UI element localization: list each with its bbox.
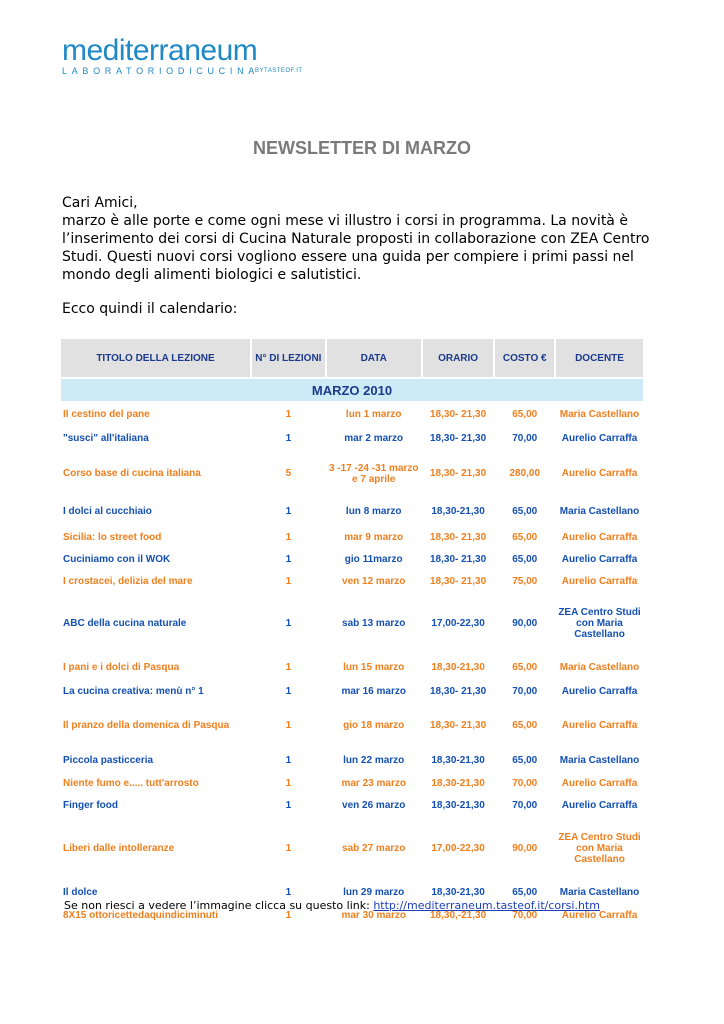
docente-cell: Aurelio Carraffa — [561, 468, 638, 479]
greeting: Cari Amici, — [62, 195, 138, 211]
lezione-cell: "susci" all'italiana — [63, 432, 149, 444]
courses-link[interactable]: http://mediterraneum.tasteof.it/corsi.htm — [373, 899, 600, 912]
month-label: MARZO 2010 — [61, 379, 643, 401]
orario-cell: 18,30- 21,30 — [429, 553, 487, 565]
header-docente: DOCENTE — [556, 339, 643, 377]
costo-cell: 70,00 — [512, 909, 538, 921]
intro-body: marzo è alle porte e come ogni mese vi illustro i corsi in programma. La novità è l’inserimento dei corsi di Cucina Naturale proposti in collaborazione con ZEA Centro Studi. Questi nuovi corsi vogliono essere una guida per compiere i primi passi nel mondo degli alimenti biologici e salutistici. — [62, 213, 650, 283]
orario-cell: 18,30- 21,30 — [429, 408, 487, 420]
costo-cell: 70,00 — [512, 685, 538, 697]
footer-text: Se non riesci a vedere l’immagine clicca su questo link: — [64, 899, 374, 912]
table-row — [61, 427, 643, 449]
num-cell: 1 — [285, 754, 292, 766]
table-row — [61, 593, 643, 653]
table-row — [61, 451, 643, 496]
orario-cell: 18,30-21,30 — [431, 506, 485, 517]
orario-cell: 18,30- 21,30 — [429, 432, 487, 444]
docente-cell: ZEA Centro Studi con Maria Castellano — [558, 606, 641, 640]
costo-cell: 90,00 — [512, 617, 538, 629]
costo-cell: 70,00 — [512, 432, 538, 444]
orario-cell: 17,00-22,30 — [431, 842, 485, 854]
orario-cell: 18,30,-21,30 — [429, 909, 487, 921]
header-costo: COSTO € — [495, 339, 554, 377]
table-row — [61, 655, 643, 679]
data-cell: lun 29 marzo — [343, 886, 405, 898]
costo-cell: 65,00 — [512, 754, 538, 766]
table-row — [61, 498, 643, 525]
lezione-cell: Cuciniamo con il WOK — [63, 553, 171, 565]
data-cell: lun 1 marzo — [345, 408, 402, 420]
orario-cell: 18,30-21,30 — [431, 799, 485, 811]
docente-cell: Aurelio Carraffa — [561, 799, 638, 811]
costo-cell: 90,00 — [512, 842, 538, 854]
header-lezioni: N° DI LEZIONI — [252, 339, 325, 377]
table-row — [61, 549, 643, 569]
data-cell: ven 26 marzo — [342, 799, 406, 811]
costo-cell: 65,00 — [512, 408, 538, 420]
docente-cell: Maria Castellano — [559, 408, 640, 420]
data-cell: lun 8 marzo — [345, 506, 402, 517]
lezione-cell: I dolci al cucchiaio — [63, 506, 152, 517]
lezione-cell: Il dolce — [63, 886, 98, 898]
data-cell: 3 -17 -24 -31 marzo e 7 aprile — [328, 462, 419, 485]
table-row — [61, 773, 643, 793]
course-table — [59, 337, 645, 927]
orario-cell: 18,30- 21,30 — [429, 685, 487, 697]
table-row — [61, 403, 643, 425]
num-cell: 1 — [285, 553, 292, 565]
data-cell: gio 11marzo — [344, 553, 403, 565]
orario-cell: 18,30- 21,30 — [429, 531, 487, 543]
costo-cell: 65,00 — [512, 531, 538, 543]
logo-subtitle-text: LABORATORIODICUCINA — [62, 66, 259, 76]
data-cell: mar 23 marzo — [341, 777, 406, 789]
lezione-cell: I crostacei, delizia del mare — [63, 575, 193, 587]
num-cell: 1 — [285, 575, 292, 587]
data-cell: mar 30 marzo — [341, 909, 406, 921]
table-row — [61, 795, 643, 815]
orario-cell: 18,30- 21,30 — [429, 575, 487, 587]
orario-cell: 18,30- 21,30 — [429, 719, 487, 731]
docente-cell: Aurelio Carraffa — [561, 909, 638, 921]
data-cell: ven 12 marzo — [342, 575, 406, 587]
table-row — [61, 681, 643, 701]
orario-cell: 18,30-21,30 — [431, 777, 485, 789]
logo-name: mediterraneum — [62, 34, 258, 67]
num-cell: 1 — [285, 799, 292, 811]
docente-cell: Aurelio Carraffa — [561, 575, 638, 587]
num-cell: 1 — [285, 506, 292, 517]
footer-note — [64, 899, 600, 912]
table-row — [61, 703, 643, 747]
num-cell: 1 — [285, 909, 292, 921]
lezione-cell: Niente fumo e..... tutt'arrosto — [63, 777, 199, 789]
num-cell: 1 — [285, 886, 292, 898]
data-cell: mar 9 marzo — [344, 531, 404, 543]
costo-cell: 70,00 — [512, 777, 538, 789]
num-cell: 1 — [285, 408, 292, 420]
header-titolo: TITOLO DELLA LEZIONE — [61, 339, 250, 377]
docente-cell: Maria Castellano — [559, 506, 640, 517]
data-cell: sab 27 marzo — [342, 842, 406, 854]
docente-cell: Aurelio Carraffa — [561, 719, 638, 731]
lezione-cell: 8X15 ottoricettedaquindiciminuti — [63, 909, 219, 921]
docente-cell: Aurelio Carraffa — [561, 531, 638, 543]
orario-cell: 17,00-22,30 — [431, 617, 485, 629]
docente-cell: Aurelio Carraffa — [561, 685, 638, 697]
costo-cell: 75,00 — [512, 575, 538, 587]
month-row — [61, 379, 643, 401]
docente-cell: Aurelio Carraffa — [561, 432, 638, 444]
header-data: DATA — [327, 339, 421, 377]
course-calendar — [61, 337, 645, 927]
docente-cell: Aurelio Carraffa — [561, 777, 638, 789]
docente-cell: ZEA Centro Studi con Maria Castellano — [558, 831, 641, 865]
costo-cell: 65,00 — [512, 886, 538, 898]
num-cell: 1 — [285, 777, 292, 789]
orario-cell: 18,30-21,30 — [431, 886, 485, 898]
num-cell: 1 — [285, 531, 292, 543]
calendar-lead: Ecco quindi il calendario: — [62, 301, 238, 317]
data-cell: sab 13 marzo — [342, 617, 406, 629]
table-header-row — [61, 339, 643, 377]
table-row — [61, 527, 643, 547]
lezione-cell: Finger food — [63, 799, 118, 811]
num-cell: 1 — [285, 661, 292, 673]
orario-cell: 18,30-21,30 — [431, 661, 485, 673]
table-row — [61, 817, 643, 879]
costo-cell: 65,00 — [512, 506, 538, 517]
orario-cell: 18,30-21,30 — [431, 754, 485, 766]
num-cell: 5 — [285, 468, 292, 479]
lezione-cell: Piccola pasticceria — [63, 754, 154, 766]
data-cell: gio 18 marzo — [343, 719, 405, 731]
lezione-cell: Corso base di cucina italiana — [63, 468, 201, 479]
header-orario: ORARIO — [423, 339, 494, 377]
lezione-cell: Il cestino del pane — [63, 408, 150, 420]
page-title: NEWSLETTER DI MARZO — [253, 138, 471, 158]
lezione-cell: Sicilia: lo street food — [63, 531, 162, 543]
num-cell: 1 — [285, 842, 292, 854]
data-cell: mar 16 marzo — [341, 685, 406, 697]
docente-cell: Maria Castellano — [559, 661, 640, 673]
docente-cell: Maria Castellano — [559, 886, 640, 898]
lezione-cell: ABC della cucina naturale — [63, 617, 187, 629]
intro-text — [62, 194, 672, 284]
lezione-cell: Il pranzo della domenica di Pasqua — [63, 719, 230, 731]
lezione-cell: I pani e i dolci di Pasqua — [63, 661, 180, 673]
logo — [62, 36, 362, 76]
docente-cell: Maria Castellano — [559, 754, 640, 766]
num-cell: 1 — [285, 685, 292, 697]
costo-cell: 70,00 — [512, 799, 538, 811]
num-cell: 1 — [285, 432, 292, 444]
orario-cell: 18,30- 21,30 — [429, 468, 487, 479]
logo-by: BYTASTEOF.IT — [254, 68, 303, 74]
num-cell: 1 — [285, 719, 292, 731]
data-cell: lun 22 marzo — [343, 754, 405, 766]
num-cell: 1 — [285, 617, 292, 629]
costo-cell: 65,00 — [512, 553, 538, 565]
costo-cell: 65,00 — [512, 661, 538, 673]
table-row — [61, 749, 643, 771]
lezione-cell: Liberi dalle intolleranze — [63, 842, 175, 854]
costo-cell: 280,00 — [509, 468, 541, 479]
data-cell: mar 2 marzo — [344, 432, 404, 444]
data-cell: lun 15 marzo — [343, 661, 405, 673]
costo-cell: 65,00 — [512, 719, 538, 731]
table-row — [61, 571, 643, 591]
docente-cell: Aurelio Carraffa — [561, 553, 638, 565]
logo-subtitle — [62, 66, 303, 76]
lezione-cell: La cucina creativa: menù n° 1 — [63, 685, 204, 697]
